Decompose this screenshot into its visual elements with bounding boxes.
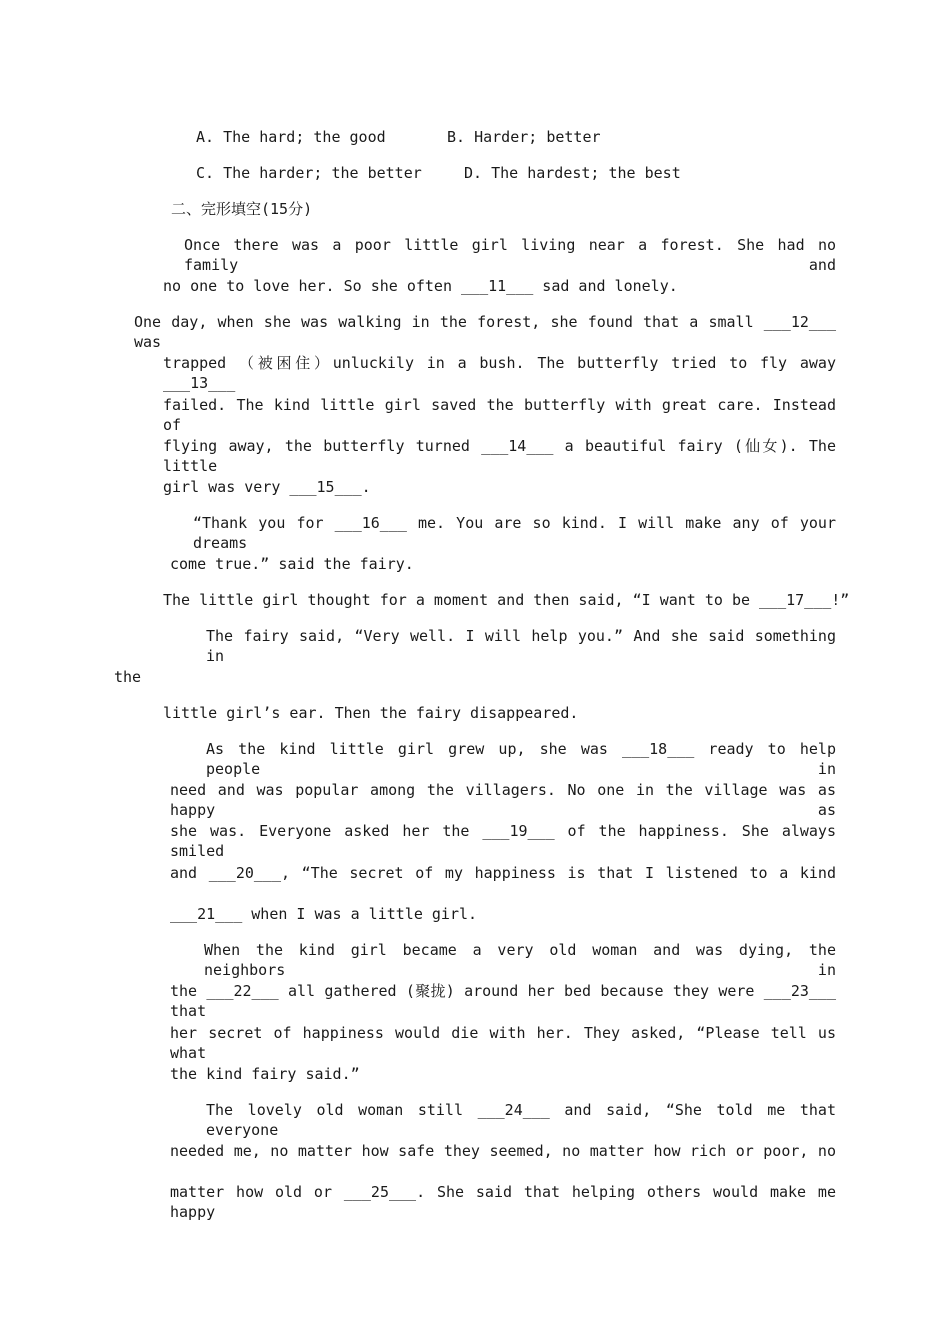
option-c: C. The harder; the better [196,164,422,182]
passage-line: failed. The kind little girl saved the butterfly with great care. Instead of [163,396,836,434]
option-b: B. Harder; better [447,128,601,146]
passage-line: her secret of happiness would die with her. They asked, “Please tell us what [170,1024,836,1062]
passage-line: Once there was a poor little girl living near a forest. She had no family and [184,236,836,274]
passage-line: needed me, no matter how safe they seemed, no matter how rich or poor, no [170,1142,836,1160]
passage-line: come true.” said the fairy. [170,555,414,573]
passage-line: she was. Everyone asked her the ___19___ of the happiness. She always smiled [170,822,836,860]
passage-line: The fairy said, “Very well. I will help you.” And she said something in [206,627,836,665]
passage-line: The lovely old woman still ___24___ and said, “She told me that everyone [206,1101,836,1139]
passage-line: the [114,668,142,686]
passage-line: little girl’s ear. Then the fairy disappeared. [163,704,579,722]
passage-line: need and was popular among the villagers. No one in the village was as happy as [170,781,836,819]
passage-line: and ___20___, “The secret of my happiness is that I listened to a kind [170,864,836,882]
passage-line: “Thank you for ___16___ me. You are so kind. I will make any of your dreams [193,514,836,552]
passage-line: matter how old or ___25___. She said that helping others would make me happy [170,1183,836,1221]
passage-line: the kind fairy said.” [170,1065,360,1083]
passage-line: girl was very ___15___. [163,478,371,496]
section-title: 二、完形填空(15分) [171,200,313,218]
passage-line: flying away, the butterfly turned ___14___ a beautiful fairy (仙女). The little [163,437,836,475]
passage-line: As the kind little girl grew up, she was ___18___ ready to help people in [206,740,836,778]
passage-line: no one to love her. So she often ___11___ sad and lonely. [163,277,678,295]
passage-line: trapped （被困住）unluckily in a bush. The butterfly tried to fly away ___13___ [163,354,836,392]
passage-line: ___21___ when I was a little girl. [170,905,478,923]
option-d: D. The hardest; the best [464,164,681,182]
passage-line: One day, when she was walking in the forest, she found that a small ___12___ was [134,313,836,351]
passage-line: When the kind girl became a very old woman and was dying, the neighbors in [204,941,836,979]
option-a: A. The hard; the good [196,128,386,146]
passage-line: the ___22___ all gathered (聚拢) around her bed because they were ___23___ that [170,982,836,1020]
passage-line: The little girl thought for a moment and then said, “I want to be ___17___!” [163,591,850,609]
